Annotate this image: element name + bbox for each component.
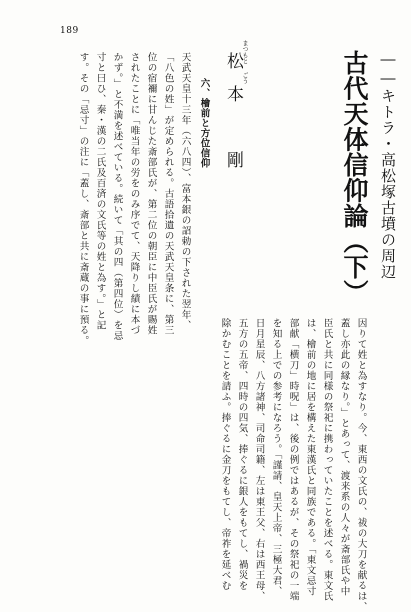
text-column: は、檜前の地に居を構えた東漢氏と同族である。「東文忌寸	[304, 318, 316, 597]
text-column: かず。」と不満を述べている。続いて「其の四（第四位）を忌	[111, 52, 123, 342]
text-column: 因りて姓と為すなり。今、東西の文氏の、祓の大刀を献るは、	[355, 318, 367, 612]
text-column: 位の宿禰に甘んじた斎部氏が、第二位の朝臣に中臣氏が賜姓	[145, 52, 157, 336]
text-column: 天武天皇十三年（六八四）、富本銀の詔勅の下された翌年、	[179, 52, 191, 331]
text-column: 除かむことを請ふ。捧ぐるに金刀をもてし、帝祚を延べむ	[219, 318, 231, 591]
text-column: 五方の五帝、四時の四気、捧ぐるに銀人をもてし、禍災を	[236, 318, 248, 591]
text-column: 臣氏と共に同様の祭祀に携わっていたことを述べる。東文氏	[321, 318, 333, 602]
text-column: す。その「忌寸」の注に「蓋し、斎部と共に斎蔵の事に預る。	[77, 52, 89, 346]
author-name: 松本 剛	[223, 52, 243, 184]
author-ruby-family: まつもと	[241, 40, 248, 64]
article-subtitle: ――キトラ・高松塚古墳の周辺	[379, 50, 397, 280]
text-column: されたことに「唯当年の労をのみ序でて、天降りし績に本づ	[128, 52, 140, 336]
text-column: 蓋し亦此の縁なり。」とあって、渡来系の人々が斎部氏や中	[338, 318, 350, 597]
text-column: 日月星辰、八方諸神、司命司籍、左は東王父、右は西王母、	[253, 318, 265, 602]
text-column: 部献「横刀」時呪」は、後の例ではあるが、その祭祀の一端	[287, 318, 299, 602]
article-title: 古代天体信仰論（下）	[340, 50, 369, 305]
section-heading: 六、檜前と方位信仰	[198, 78, 210, 168]
text-column: 寸と曰ひ、秦・漢の二氏及百済の文氏等の姓と為す。」と記	[94, 52, 106, 331]
text-column: を知る上での参考になろう。「謹請、皇天上帝、三極大君、	[270, 318, 282, 597]
text-column: 「八色の姓」が定められる。古語拾遺の天武天皇条に、第三	[162, 52, 174, 336]
page-number: 189	[60, 26, 79, 36]
author-ruby-given: ごう	[241, 72, 248, 84]
